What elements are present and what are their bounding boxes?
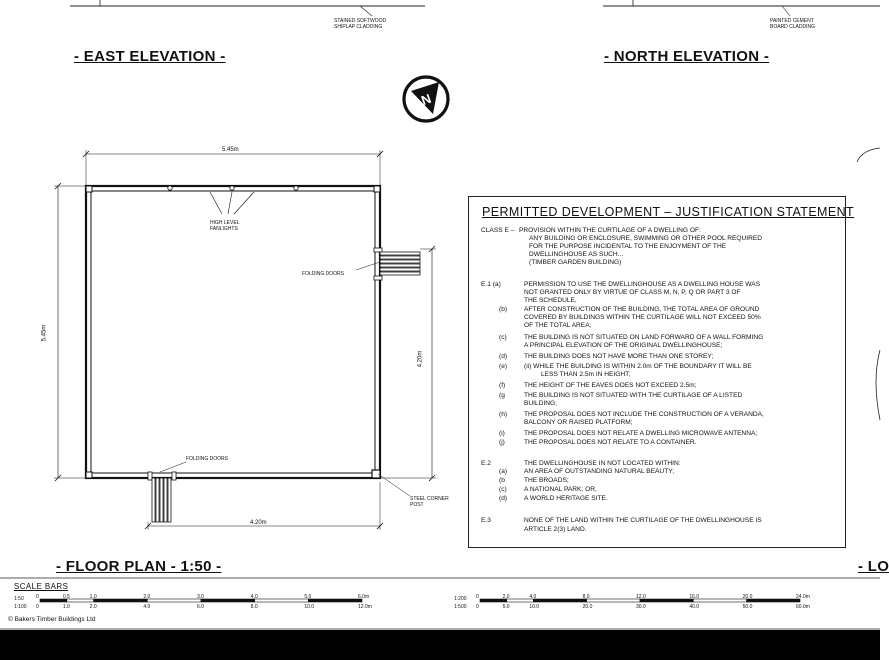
steel-post-label: STEEL CORNER POST [410,496,449,508]
scale-tick-label: 16.0 [689,594,700,600]
scale-tick-label: 8.0 [250,604,258,610]
e1-h-label: (h) [499,411,508,418]
class-e-line: FOR THE PURPOSE INCIDENTAL TO THE ENJOYMENT OF THE [529,243,727,250]
e2-label: E.2 [481,460,491,467]
e2-item-label: (a) [499,468,508,475]
scale-tick-label: 12.0m [358,604,372,610]
e1-f-label: (f) [499,382,506,389]
scale-tick-label: 4.0 [250,594,258,600]
justification-statement [468,196,855,548]
scale-tick-label: 40.0 [689,604,700,610]
dimension-left: 5.45m [41,324,48,342]
scale-label: 1:500 [454,604,467,610]
scale-tick-label: 12.0 [636,594,646,600]
scale-tick-label: 8.0 [582,594,590,600]
e2-item-label: (d) [499,495,508,502]
scale-tick-label: 30.0 [636,604,646,610]
e1-line: THE PROPOSAL DOES NOT RELATE TO A CONTAINER. [524,439,697,446]
e2-item-text: AN AREA OF OUTSTANDING NATURAL BEAUTY; [524,468,675,475]
e1-line: AFTER CONSTRUCTION OF THE BUILDING, THE TOTAL AREA OF GROUND [524,306,760,313]
copyright-text: © Bakers Timber Buildings Ltd [8,616,96,623]
e1-line: LESS THAN 2.5m IN HEIGHT; [541,371,631,378]
e1-d-label: (d) [499,353,508,360]
e1-g-label: (g [499,392,505,399]
scale-tick-label: 0 [36,604,39,610]
class-e-line: ANY BUILDING OR ENCLOSURE, SWIMMING OR OTHER POOL REQUIRED [529,235,763,242]
e2-item-text: THE BROADS; [524,477,569,484]
scale-label: 1:50 [14,596,24,602]
scale-tick-label: 2.0 [89,604,97,610]
scale-tick-label: 20.0 [582,604,593,610]
class-e-line: PROVISION WITHIN THE CURTILAGE OF A DWELLING OF: [519,227,701,234]
folding-doors-bottom-label: FOLDING DOORS [186,456,228,462]
north-arrow-icon [404,77,448,121]
scale-bars [0,579,880,629]
scale-tick-label: 4.0 [529,594,537,600]
scale-bar-segment [308,599,362,602]
scale-tick-label: 5.0 [502,604,510,610]
scale-label: 1:100 [14,604,27,610]
scale-bar-segment [587,599,640,602]
e1-line: THE BUILDING IS NOT SITUATED WITH THE CURTILAGE OF A LISTED [524,392,743,399]
fanlights-label: HIGH LEVEL FANLIGHTS [210,220,240,232]
e1-e-label: (e) [499,363,508,370]
e3-line: NONE OF THE LAND WITHIN THE CURTILAGE OF THE DWELLINGHOUSE IS [524,517,762,524]
e1-j-label: (j) [499,439,505,446]
e1-b-label: (b) [499,306,508,313]
statement-title: PERMITTED DEVELOPMENT – JUSTIFICATION STATEMENT [482,205,855,219]
scale-tick-label: 3.0 [197,594,204,600]
scale-tick-label: 10.0 [529,604,540,610]
e2-item-label: (b [499,477,505,484]
e1-line: THE SCHEDULE, [524,297,577,304]
e1-c-label: (c) [499,334,507,341]
scale-tick-label: 2.0 [143,594,151,600]
e1-line: PERMISSION TO USE THE DWELLINGHOUSE AS A DWELLING HOUSE WAS [524,281,761,288]
e1-line: BALCONY OR RAISED PLATFORM; [524,419,633,426]
scale-bar-segment [201,599,255,602]
north-elevation-note: PAINTED CEMENT BOARD CLADDING [770,18,816,30]
dimension-top: 5.45m [222,147,239,153]
e1-line: THE BUILDING IS NOT SITUATED ON LAND FORWARD OF A WALL FORMING [524,334,764,341]
e1-line: THE PROPOSAL DOES NOT INCLUDE THE CONSTRUCTION OF A VERANDA, [524,411,764,418]
e2-intro: THE DWELLINGHOUSE IN NOT LOCATED WITHIN: [524,460,681,467]
class-e-line: (TIMBER GARDEN BUILDING) [529,259,622,266]
scale-tick-label: 1.0 [89,594,97,600]
e1-line: COVERED BY BUILDINGS WITHIN THE CURTILAGE WILL NOT EXCEED 50% [524,314,761,321]
scale-label: 1:200 [454,596,467,602]
e2-item-text: A WORLD HERITAGE SITE. [524,495,608,502]
scale-tick-label: 1.0 [62,604,70,610]
scale-tick-label: 24.0m [796,594,810,600]
e1-line: NOT GRANTED ONLY BY VIRTUE OF CLASS M, N, P, Q OR PART 3 OF [524,289,741,296]
e1-line: THE HEIGHT OF THE EAVES DOES NOT EXCEED 2.5m; [524,382,697,389]
e3-label: E.3 [481,517,491,524]
scale-tick-label: 0 [36,594,39,600]
floor-plan-heading: - FLOOR PLAN - 1:50 - [56,558,222,575]
scale-bar-segment [255,599,309,602]
scale-tick-label: 0 [476,604,479,610]
scale-bar-segment [94,599,148,602]
scale-tick-label: 10.0 [304,604,315,610]
e1-line: (ii) WHILE THE BUILDING IS WITHIN 2.0m OF THE BOUNDARY IT WILL BE [524,363,752,370]
right-heading-partial: - LO [858,558,889,575]
e1-line: THE PROPOSAL DOES NOT RELATE A DWELLING MICROWAVE ANTENNA; [524,430,758,437]
scale-tick-label: 4.0 [143,604,151,610]
e1-line: THE BUILDING DOES NOT HAVE MORE THAN ONE STOREY; [524,353,714,360]
north-elevation-heading: - NORTH ELEVATION - [604,48,770,65]
class-e-label: CLASS E – [481,227,515,234]
e3-line: ARTICLE 2(3) LAND. [524,526,587,533]
scale-bar-segment [693,599,746,602]
e1-line: A PRINCIPAL ELEVATION OF THE ORIGINAL DWELLINGHOUSE; [524,342,723,349]
e1-a-label: E.1 (a) [481,281,501,288]
scale-bar-segment [640,599,693,602]
e1-line: BUILDING; [524,400,557,407]
scale-tick-label: 0 [476,594,479,600]
bottom-black-bar [0,630,880,660]
scale-tick-label: 20.0 [742,594,753,600]
folding-doors-right-label: FOLDING DOORS [302,271,344,277]
dimension-right: 4.20m [417,350,424,368]
scale-tick-label: 6.0 [197,604,204,610]
e1-i-label: (i) [499,430,505,437]
scale-tick-label: 0.5 [62,594,70,600]
scale-bar-segment [747,599,800,602]
scale-tick-label: 6.0m [358,594,370,600]
east-elevation-heading: - EAST ELEVATION - [74,48,226,65]
dimension-bottom: 4.20m [250,520,267,526]
east-elevation-note: STAINED SOFTWOOD SHIPLAP CLADDING [334,18,387,30]
scale-tick-label: 50.0 [742,604,753,610]
scale-tick-label: 5.0 [304,594,312,600]
class-e-line: DWELLINGHOUSE AS SUCH... [529,251,624,258]
scale-tick-label: 60.0m [796,604,810,610]
e2-item-text: A NATIONAL PARK; OR, [524,486,597,493]
e2-item-label: (c) [499,486,507,493]
svg-text:N: N [419,90,434,109]
scale-tick-label: 2.0 [502,594,510,600]
scale-bars-title: SCALE BARS [14,582,69,591]
e1-line: OF THE TOTAL AREA; [524,322,592,329]
scale-bar-segment [147,599,201,602]
scale-bar-segment [533,599,586,602]
